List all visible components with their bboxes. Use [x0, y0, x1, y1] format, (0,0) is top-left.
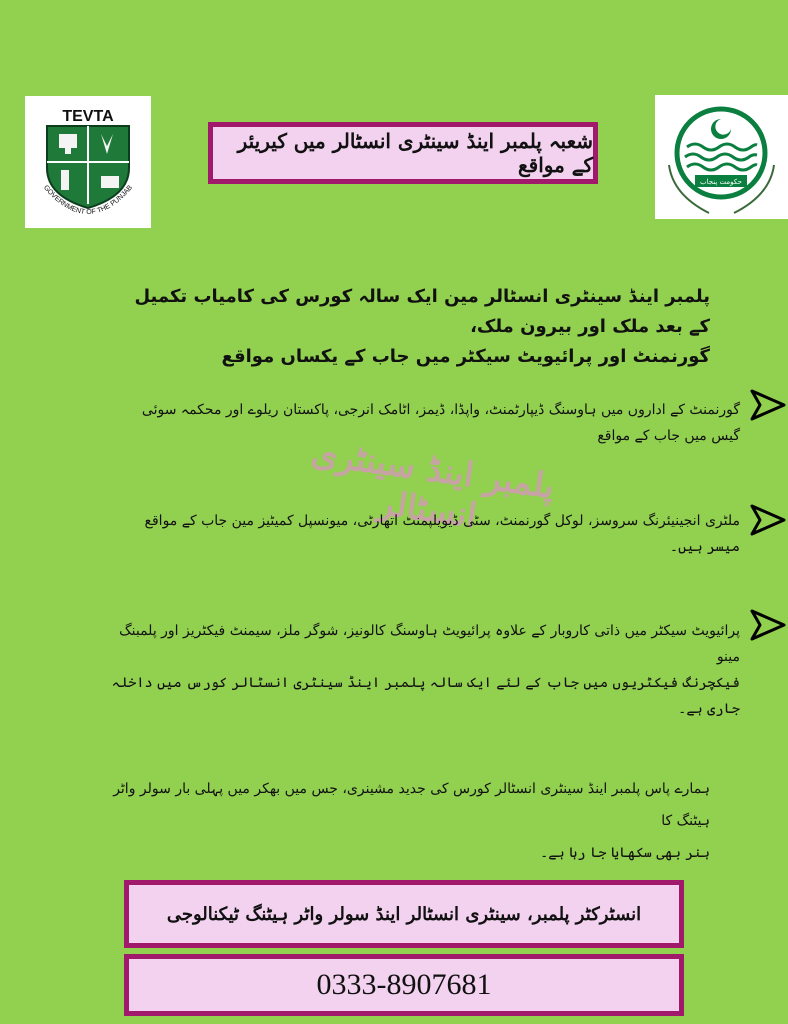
punjab-logo-text: حکومت پنجاب — [700, 178, 742, 186]
paragraph-line-2: ہنر بھی سکھایا جا رہا ہے۔ — [540, 845, 710, 861]
bullet-1-line-2: گیس میں جاب کے مواقع — [597, 428, 740, 444]
intro-line-2: گورنمنٹ اور پرائیویٹ سیکٹر میں جاب کے یکساں مواقع — [221, 346, 710, 367]
punjab-government-emblem-icon — [655, 95, 788, 219]
bullet-1-line-1: گورنمنٹ کے اداروں میں ہاوسنگ ڈیپارٹمنٹ، واپڈا، ڈیمز، اٹامک انرجی، پاکستان ریلوے اور محکمہ سوئی — [141, 402, 740, 418]
arrow-right-icon — [748, 385, 788, 425]
bullet-2-line-1: ملٹری انجینیئرنگ سروسز، لوکل گورنمنٹ، سٹی ڈیویلپمنٹ اتھارٹی، میونسپل کمیٹیز مین جاب کے مواقع — [144, 513, 740, 529]
title-box — [208, 122, 598, 184]
paragraph-line-1: ہمارے پاس پلمبر اینڈ سینٹری انسٹالر کورس کی جدید مشینری، جس میں بھکر میں پہلی بار سولر واٹر ہیٹنگ کا — [113, 781, 710, 829]
page-title: شعبہ پلمبر اینڈ سینٹری انسٹالر میں کیریئر کے مواقع — [237, 129, 593, 177]
watermark: پلمبر اینڈ سینٹری انسٹالر — [308, 433, 557, 537]
tevta-logo-text: TEVTA — [62, 108, 114, 125]
bullet-item-military — [95, 508, 740, 560]
bullet-2-line-2: میسر ہیں۔ — [669, 539, 740, 555]
instructor-box — [124, 880, 684, 948]
intro-line-1: پلمبر اینڈ سینٹری انسٹالر مین ایک سالہ کورس کی کامیاب تکمیل کے بعد ملک اور بیرون ملک، — [134, 286, 710, 337]
machinery-paragraph — [100, 773, 710, 869]
arrow-right-icon — [748, 500, 788, 540]
bullet-3-line-1: پرائیویٹ سیکٹر میں ذاتی کاروبار کے علاوہ پرائیویٹ ہاوسنگ کالونیز، شوگر ملز، سیمنٹ فیکٹریز اور پلمبنگ مینو — [119, 623, 740, 665]
phone-box — [124, 954, 684, 1016]
arrow-right-icon — [748, 605, 788, 645]
tevta-ring-text: GOVERNMENT OF THE PUNJAB — [42, 184, 134, 217]
tevta-logo — [25, 96, 151, 228]
bullet-3-line-2: فیکچرنگ فیکٹریوں میں جاب کے لئے ایک سالہ پلمبر اینڈ سینٹری انسٹالر کورس میں داخلہ جاری ہے۔ — [111, 675, 740, 717]
punjab-logo — [655, 95, 788, 219]
bullet-item-private — [95, 618, 740, 722]
bullet-item-government — [95, 397, 740, 449]
phone-number: 0333-8907681 — [316, 968, 492, 1001]
intro-block — [120, 282, 710, 372]
instructor-title: انسٹرکٹر پلمبر، سینٹری انسٹالر اینڈ سولر واٹر ہیٹنگ ٹیکنالوجی — [166, 903, 642, 925]
tevta-shield-logo-icon — [25, 96, 151, 228]
